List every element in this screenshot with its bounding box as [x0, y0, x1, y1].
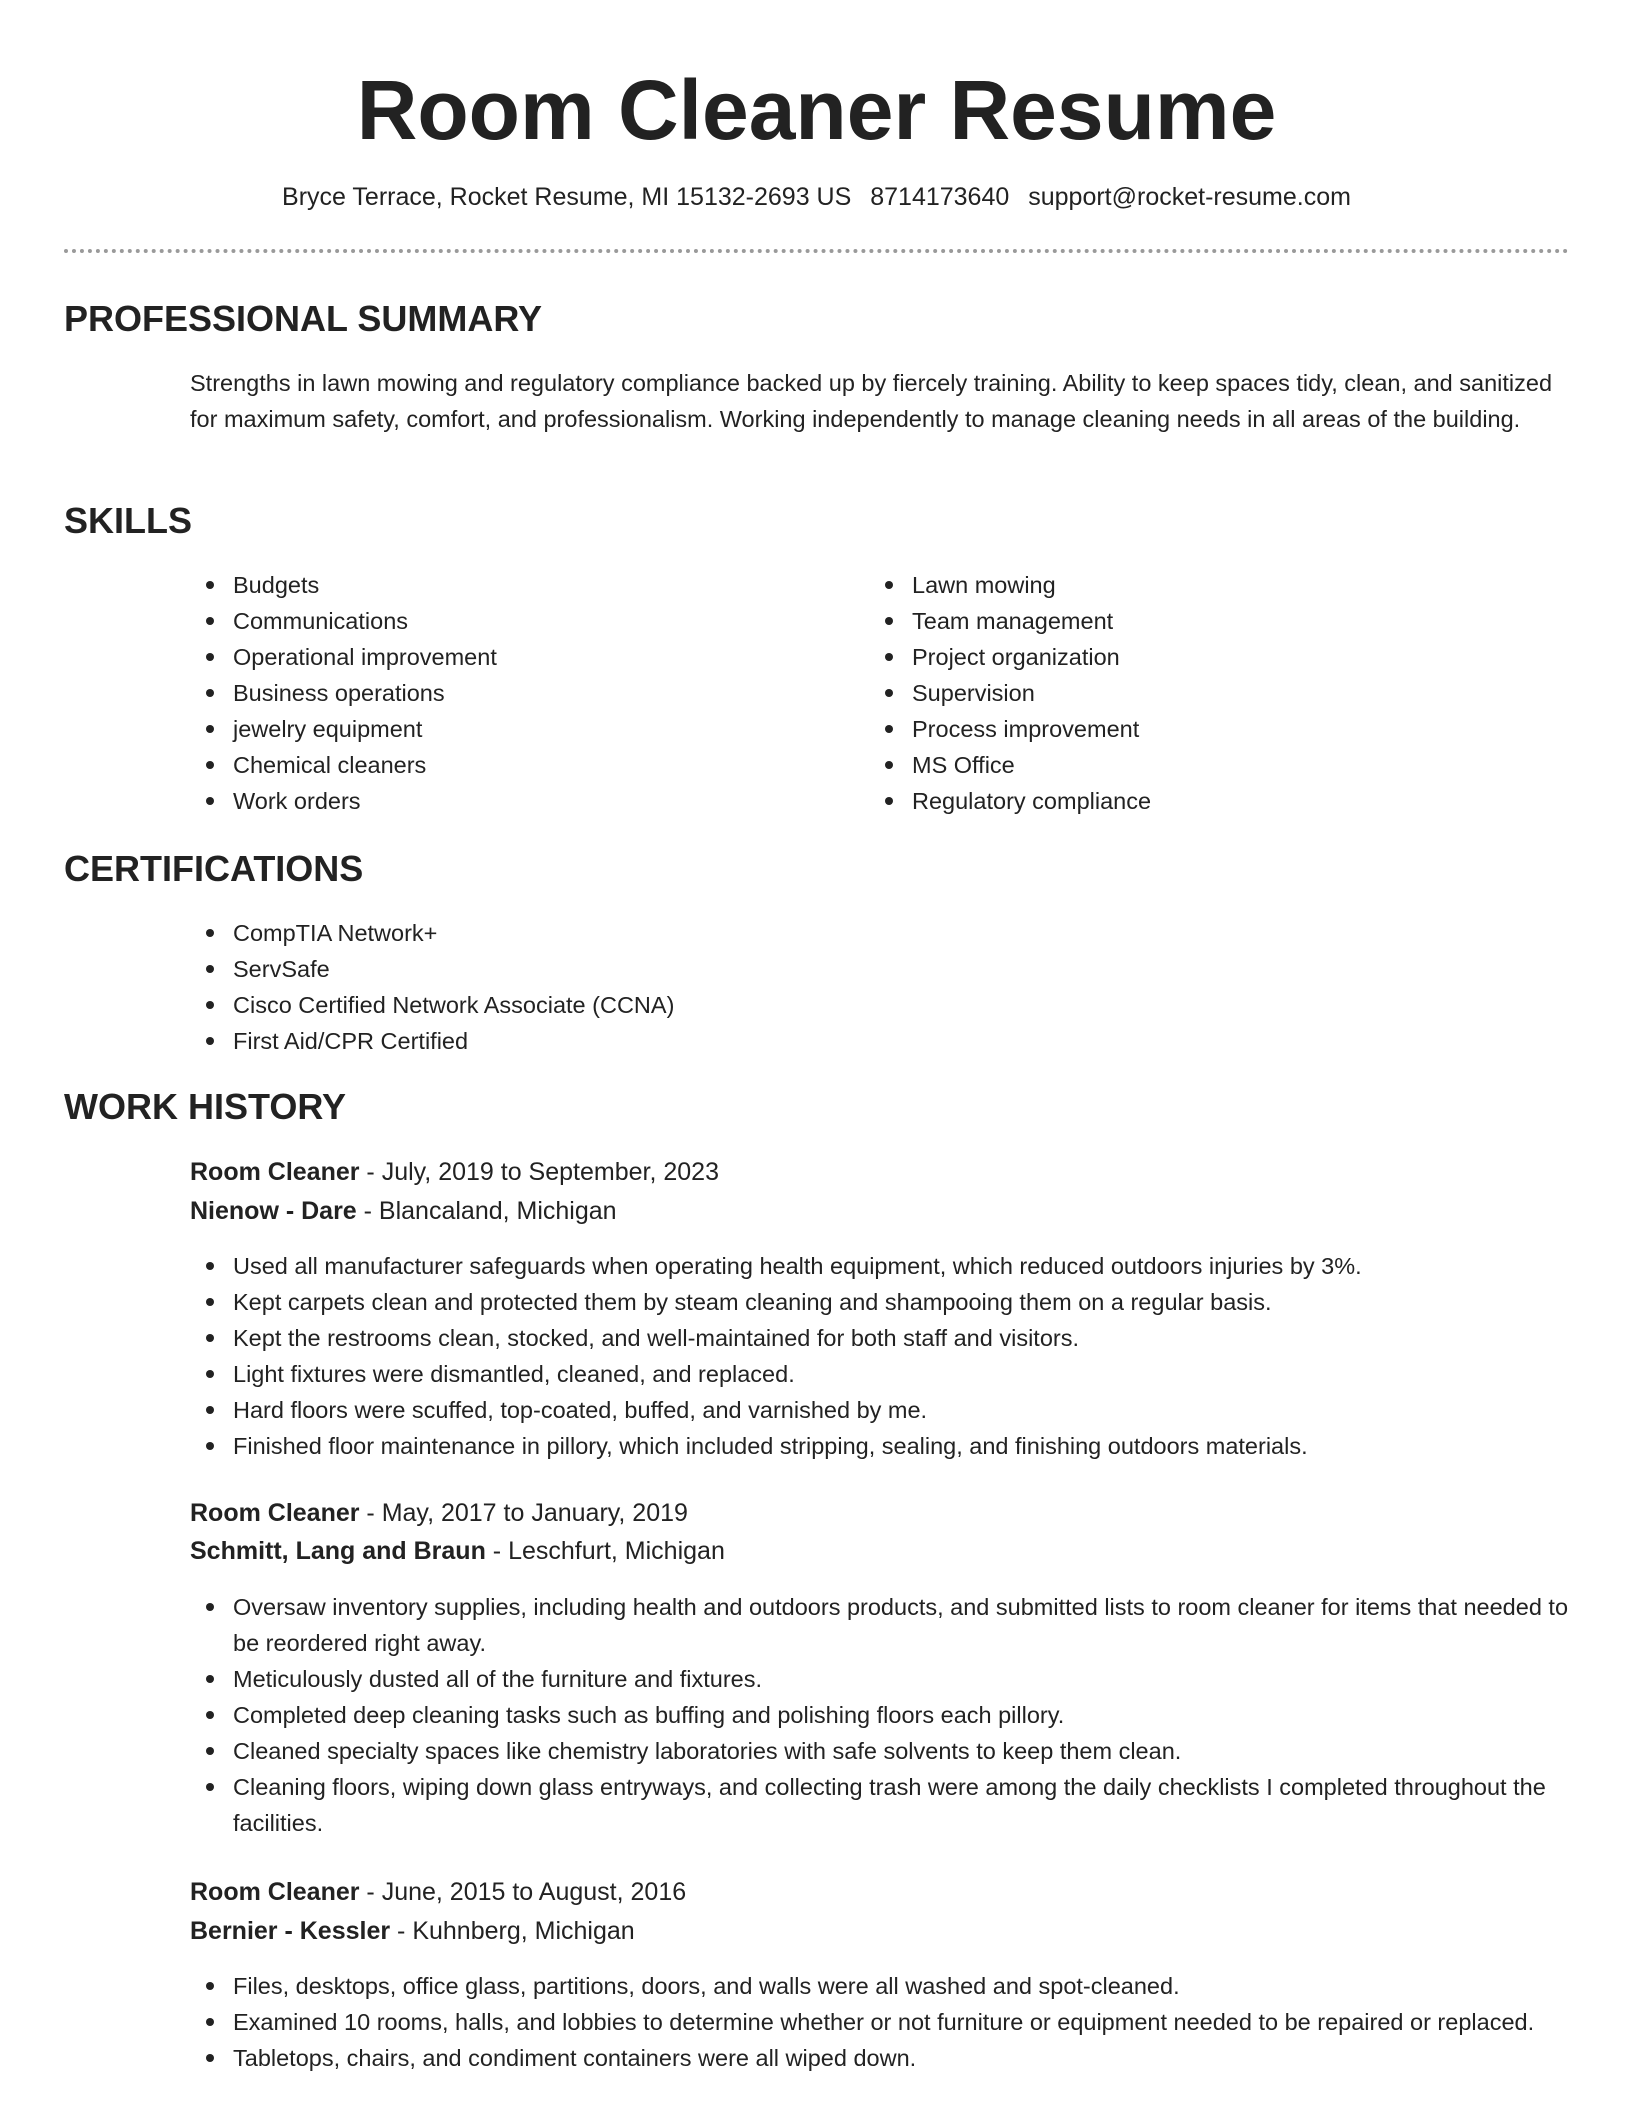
job-company: Nienow - Dare: [190, 1197, 357, 1225]
summary-heading: PROFESSIONAL SUMMARY: [64, 298, 543, 339]
job-bullets: [190, 1968, 1580, 2076]
list-item: Process improvement: [869, 711, 1509, 747]
job-company-line: [190, 1915, 635, 1947]
list-item: Hard floors were scuffed, top-coated, buffed, and varnished by me.: [190, 1392, 1580, 1428]
list-item: Examined 10 rooms, halls, and lobbies to determine whether or not furniture or equipment needed to be repaired or replaced.: [190, 2004, 1580, 2040]
job-company: Schmitt, Lang and Braun: [190, 1537, 486, 1565]
skills-heading: SKILLS: [64, 500, 193, 541]
list-item: Cisco Certified Network Associate (CCNA): [190, 987, 1490, 1023]
list-item: ServSafe: [190, 951, 1490, 987]
list-item: Meticulously dusted all of the furniture and fixtures.: [190, 1661, 1590, 1697]
list-item: Cleaned specialty spaces like chemistry laboratories with safe solvents to keep them clean.: [190, 1733, 1590, 1769]
list-item: Cleaning floors, wiping down glass entryways, and collecting trash were among the daily checklists I completed throughout the facilities.: [190, 1769, 1590, 1841]
list-item: Completed deep cleaning tasks such as buffing and polishing floors each pillory.: [190, 1697, 1590, 1733]
job-title: Room Cleaner: [190, 1158, 360, 1186]
job-title-line: [190, 1497, 688, 1529]
list-item: Team management: [869, 603, 1509, 639]
list-item: Budgets: [190, 567, 830, 603]
list-item: First Aid/CPR Certified: [190, 1023, 1490, 1059]
certifications-heading: CERTIFICATIONS: [64, 848, 364, 889]
list-item: jewelry equipment: [190, 711, 830, 747]
list-item: Tabletops, chairs, and condiment containers were all wiped down.: [190, 2040, 1580, 2076]
list-item: Used all manufacturer safeguards when operating health equipment, which reduced outdoors injuries by 3%.: [190, 1248, 1580, 1284]
job-location: - Blancaland, Michigan: [356, 1197, 617, 1225]
list-item: CompTIA Network+: [190, 915, 1490, 951]
job-bullets: [190, 1248, 1580, 1464]
summary-text: Strengths in lawn mowing and regulatory compliance backed up by fiercely training. Ability to keep spaces tidy, clean, and sanitized for maximum safety, comfort, and professionalism. Working independently to manage cleaning needs in all areas of the building.: [190, 370, 1553, 432]
list-item: Kept the restrooms clean, stocked, and well-maintained for both staff and visitors.: [190, 1320, 1580, 1356]
job-bullets: [190, 1589, 1590, 1841]
skills-list-right: [869, 567, 1509, 819]
job-company: Bernier - Kessler: [190, 1917, 391, 1945]
list-item: Regulatory compliance: [869, 783, 1509, 819]
job-company-line: [190, 1535, 725, 1567]
list-item: Business operations: [190, 675, 830, 711]
contact-email: support@rocket-resume.com: [1028, 183, 1351, 211]
job-title-line: [190, 1876, 686, 1908]
list-item: Lawn mowing: [869, 567, 1509, 603]
job-dates: - May, 2017 to January, 2019: [359, 1499, 688, 1527]
work-history-heading: WORK HISTORY: [64, 1086, 347, 1127]
list-item: Finished floor maintenance in pillory, which included stripping, sealing, and finishing outdoors materials.: [190, 1428, 1580, 1464]
list-item: Light fixtures were dismantled, cleaned, and replaced.: [190, 1356, 1580, 1392]
resume-title: Room Cleaner Resume: [356, 63, 1277, 157]
list-item: Work orders: [190, 783, 830, 819]
resume-page: [64, 0, 1569, 2071]
job-title-line: [190, 1156, 719, 1188]
contact-line: [64, 182, 1569, 212]
job-location: - Kuhnberg, Michigan: [390, 1917, 635, 1945]
job-location: - Leschfurt, Michigan: [485, 1537, 725, 1565]
contact-phone: 8714173640: [870, 183, 1010, 211]
job-dates: - June, 2015 to August, 2016: [359, 1878, 687, 1906]
list-item: Files, desktops, office glass, partitions, doors, and walls were all washed and spot-cleaned.: [190, 1968, 1580, 2004]
list-item: Chemical cleaners: [190, 747, 830, 783]
job-company-line: [190, 1195, 617, 1227]
list-item: Supervision: [869, 675, 1509, 711]
job-title: Room Cleaner: [190, 1499, 360, 1527]
list-item: Project organization: [869, 639, 1509, 675]
list-item: Communications: [190, 603, 830, 639]
list-item: MS Office: [869, 747, 1509, 783]
contact-address: Bryce Terrace, Rocket Resume, MI 15132-2693 US: [282, 183, 852, 211]
list-item: Oversaw inventory supplies, including health and outdoors products, and submitted lists to room cleaner for items that needed to be reordered right away.: [190, 1589, 1590, 1661]
certifications-list: [190, 915, 1490, 1059]
job-dates: - July, 2019 to September, 2023: [359, 1158, 719, 1186]
job-title: Room Cleaner: [190, 1878, 360, 1906]
list-item: Kept carpets clean and protected them by steam cleaning and shampooing them on a regular basis.: [190, 1284, 1580, 1320]
skills-list-left: [190, 567, 830, 819]
header-divider: [64, 249, 1569, 253]
list-item: Operational improvement: [190, 639, 830, 675]
